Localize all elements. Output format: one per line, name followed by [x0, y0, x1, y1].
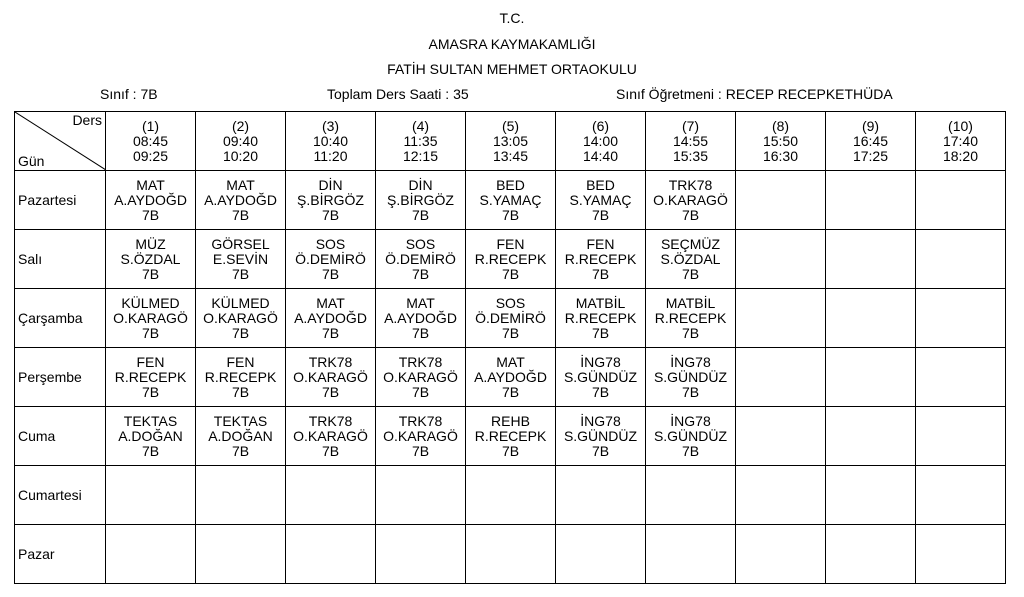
lesson-teacher: R.RECEPK: [654, 309, 727, 326]
lesson-teacher: S.GÜNDÜZ: [653, 427, 728, 444]
lesson-teacher: O.KARAGÖ: [203, 309, 278, 326]
lesson-cell: [556, 171, 646, 230]
lesson-teacher: R.RECEPK: [564, 250, 637, 267]
lesson-subject: FEN: [136, 353, 165, 370]
lesson-cell: [106, 348, 196, 407]
lesson-class: 7B: [411, 265, 430, 282]
day-row: [15, 230, 1006, 289]
lesson-class: 7B: [591, 442, 610, 459]
lesson-teacher: R.RECEPK: [474, 250, 547, 267]
lesson-teacher: A.AYDOĞD: [114, 191, 187, 208]
lesson-teacher: O.KARAGÖ: [113, 309, 188, 326]
lesson-class: 7B: [321, 383, 340, 400]
lesson-cell: [376, 230, 466, 289]
period-header-5: [466, 112, 556, 171]
lesson-class: 7B: [321, 324, 340, 341]
lesson-subject: İNG78: [580, 412, 621, 429]
lesson-cell: [556, 407, 646, 466]
lesson-cell: [286, 289, 376, 348]
day-name: Perşembe: [15, 348, 106, 407]
period-header-1: [106, 112, 196, 171]
empty-cell: [826, 171, 916, 230]
lesson-subject: KÜLMED: [211, 294, 270, 311]
period-end-time: 09:25: [132, 147, 169, 164]
lesson-cell: [376, 348, 466, 407]
period-number: (7): [681, 117, 700, 134]
empty-cell: [466, 525, 556, 584]
period-end-time: 10:20: [222, 147, 259, 164]
lesson-teacher: O.KARAGÖ: [293, 368, 368, 385]
lesson-cell: [466, 289, 556, 348]
lesson-cell: [106, 289, 196, 348]
lesson-subject: MAT: [406, 294, 435, 311]
lesson-subject: GÖRSEL: [211, 235, 270, 252]
period-start-time: 14:55: [672, 132, 709, 149]
lesson-cell: [466, 171, 556, 230]
lesson-subject: İNG78: [580, 353, 621, 370]
empty-cell: [556, 466, 646, 525]
day-row: [15, 289, 1006, 348]
period-end-time: 15:35: [672, 147, 709, 164]
empty-cell: [916, 171, 1006, 230]
lesson-class: 7B: [141, 265, 160, 282]
lesson-class: 7B: [141, 442, 160, 459]
day-name: Cumartesi: [15, 466, 106, 525]
lesson-teacher: A.AYDOĞD: [204, 191, 277, 208]
header-line-district: AMASRA KAYMAKAMLIĞI: [428, 36, 596, 52]
period-end-time: 11:20: [313, 147, 348, 164]
empty-cell: [286, 466, 376, 525]
period-start-time: 14:00: [582, 132, 619, 149]
lesson-class: 7B: [321, 265, 340, 282]
empty-cell: [826, 466, 916, 525]
period-number: (3): [321, 117, 340, 134]
period-header-2: [196, 112, 286, 171]
lesson-subject: REHB: [491, 412, 530, 429]
lesson-cell: [466, 407, 556, 466]
lesson-teacher: S.YAMAÇ: [479, 191, 542, 208]
lesson-teacher: O.KARAGÖ: [383, 427, 458, 444]
day-row: [15, 525, 1006, 584]
lesson-cell: [556, 289, 646, 348]
lesson-class: 7B: [141, 206, 160, 223]
lesson-teacher: A.AYDOĞD: [294, 309, 367, 326]
day-row: [15, 466, 1006, 525]
lesson-class: 7B: [501, 442, 520, 459]
period-header-8: [736, 112, 826, 171]
lesson-subject: MATBİL: [665, 294, 716, 311]
lesson-class: 7B: [141, 383, 160, 400]
empty-cell: [466, 466, 556, 525]
period-number: (5): [501, 117, 520, 134]
empty-cell: [736, 407, 826, 466]
lesson-cell: [286, 171, 376, 230]
lesson-cell: [466, 348, 556, 407]
period-start-time: 10:40: [312, 132, 349, 149]
lesson-teacher: R.RECEPK: [114, 368, 187, 385]
empty-cell: [376, 525, 466, 584]
period-number: (6): [591, 117, 610, 134]
lesson-subject: SOS: [495, 294, 526, 311]
header-line-tc: T.C.: [499, 10, 525, 26]
day-name: Çarşamba: [15, 289, 106, 348]
lesson-cell: [376, 289, 466, 348]
empty-cell: [826, 407, 916, 466]
period-start-time: 08:45: [132, 132, 169, 149]
lesson-subject: MATBİL: [575, 294, 626, 311]
period-header-4: [376, 112, 466, 171]
empty-cell: [826, 289, 916, 348]
lesson-subject: MAT: [136, 176, 165, 193]
empty-cell: [556, 525, 646, 584]
empty-cell: [286, 525, 376, 584]
lesson-cell: [646, 289, 736, 348]
timetable-body: [15, 112, 1006, 584]
lesson-subject: TRK78: [398, 353, 443, 370]
class-info: Sınıf : 7B: [100, 86, 158, 102]
total-hours-info: Toplam Ders Saati : 35: [327, 86, 469, 102]
lesson-subject: DİN: [408, 176, 433, 193]
empty-cell: [916, 348, 1006, 407]
lesson-class: 7B: [411, 442, 430, 459]
lesson-cell: [286, 230, 376, 289]
corner-cell: [15, 112, 106, 171]
lesson-cell: [106, 171, 196, 230]
lesson-class: 7B: [501, 206, 520, 223]
lesson-cell: [286, 407, 376, 466]
period-header-3: [286, 112, 376, 171]
empty-cell: [736, 230, 826, 289]
lesson-class: 7B: [231, 442, 250, 459]
total-hours-label: Toplam Ders Saati: [327, 86, 442, 102]
period-header-10: [916, 112, 1006, 171]
empty-cell: [916, 230, 1006, 289]
lesson-class: 7B: [141, 324, 160, 341]
lesson-subject: TEKTAS: [213, 412, 268, 429]
lesson-teacher: R.RECEPK: [474, 427, 547, 444]
lesson-cell: [106, 407, 196, 466]
lesson-cell: [196, 289, 286, 348]
class-label: Sınıf: [100, 86, 129, 102]
lesson-class: 7B: [501, 324, 520, 341]
empty-cell: [916, 466, 1006, 525]
lesson-teacher: E.SEVİN: [212, 250, 269, 267]
lesson-subject: TEKTAS: [123, 412, 178, 429]
lesson-class: 7B: [321, 442, 340, 459]
period-end-time: 16:30: [762, 147, 799, 164]
lesson-teacher: A.AYDOĞD: [474, 368, 547, 385]
lesson-cell: [376, 171, 466, 230]
lesson-subject: KÜLMED: [121, 294, 180, 311]
period-number: (9): [861, 117, 880, 134]
header-line-school: FATİH SULTAN MEHMET ORTAOKULU: [387, 61, 637, 77]
empty-cell: [736, 348, 826, 407]
lesson-class: 7B: [501, 383, 520, 400]
lesson-cell: [196, 171, 286, 230]
lesson-class: 7B: [681, 324, 700, 341]
lesson-subject: MAT: [226, 176, 255, 193]
empty-cell: [196, 466, 286, 525]
lesson-teacher: O.KARAGÖ: [293, 427, 368, 444]
empty-cell: [646, 466, 736, 525]
lesson-teacher: S.ÖZDAL: [660, 250, 721, 267]
lesson-teacher: A.DOĞAN: [208, 427, 273, 444]
period-header-row: [15, 112, 1006, 171]
lesson-teacher: S.ÖZDAL: [120, 250, 181, 267]
lesson-subject: İNG78: [670, 353, 711, 370]
lesson-cell: [646, 348, 736, 407]
teacher-value: RECEP RECEPKETHÜDA: [725, 86, 893, 102]
lesson-cell: [556, 230, 646, 289]
lesson-class: 7B: [231, 206, 250, 223]
lesson-subject: BED: [586, 176, 615, 193]
lesson-teacher: Ş.BİRGÖZ: [297, 191, 364, 208]
period-start-time: 13:05: [492, 132, 529, 149]
lesson-cell: [556, 348, 646, 407]
empty-cell: [736, 289, 826, 348]
day-row: [15, 348, 1006, 407]
period-start-time: 11:35: [403, 132, 438, 149]
empty-cell: [106, 525, 196, 584]
period-number: (1): [141, 117, 160, 134]
lesson-teacher: R.RECEPK: [564, 309, 637, 326]
period-end-time: 13:45: [492, 147, 529, 164]
lesson-teacher: Ö.DEMİRÖ: [385, 250, 456, 267]
lesson-cell: [646, 407, 736, 466]
lesson-teacher: A.AYDOĞD: [384, 309, 457, 326]
lesson-class: 7B: [681, 206, 700, 223]
lesson-subject: DİN: [318, 176, 343, 193]
lesson-subject: SOS: [405, 235, 436, 252]
lesson-teacher: Ö.DEMİRÖ: [295, 250, 366, 267]
lesson-subject: TRK78: [398, 412, 443, 429]
empty-cell: [646, 525, 736, 584]
lesson-subject: SEÇMÜZ: [660, 235, 721, 252]
lesson-teacher: O.KARAGÖ: [653, 191, 728, 208]
period-header-6: [556, 112, 646, 171]
lesson-class: 7B: [681, 442, 700, 459]
empty-cell: [736, 171, 826, 230]
day-row: [15, 407, 1006, 466]
lesson-subject: BED: [496, 176, 525, 193]
lesson-class: 7B: [321, 206, 340, 223]
lesson-class: 7B: [591, 383, 610, 400]
empty-cell: [826, 348, 916, 407]
teacher-info: Sınıf Öğretmeni : RECEP RECEPKETHÜDA: [616, 86, 893, 102]
empty-cell: [736, 466, 826, 525]
lesson-subject: MÜZ: [135, 235, 166, 252]
lesson-subject: TRK78: [668, 176, 713, 193]
lesson-class: 7B: [681, 383, 700, 400]
lesson-teacher: A.DOĞAN: [118, 427, 183, 444]
day-name: Pazartesi: [15, 171, 106, 230]
lesson-class: 7B: [411, 383, 430, 400]
period-start-time: 15:50: [762, 132, 799, 149]
lesson-cell: [646, 230, 736, 289]
lesson-subject: FEN: [496, 235, 525, 252]
lesson-teacher: Ö.DEMİRÖ: [475, 309, 546, 326]
period-number: (2): [231, 117, 250, 134]
lesson-subject: FEN: [586, 235, 615, 252]
lesson-cell: [646, 171, 736, 230]
period-end-time: 18:20: [942, 147, 979, 164]
period-end-time: 17:25: [852, 147, 889, 164]
lesson-subject: FEN: [226, 353, 255, 370]
empty-cell: [916, 407, 1006, 466]
lesson-teacher: S.GÜNDÜZ: [563, 427, 638, 444]
corner-label-gun: Gün: [18, 153, 45, 169]
period-start-time: 16:45: [852, 132, 889, 149]
lesson-class: 7B: [681, 265, 700, 282]
lesson-cell: [196, 407, 286, 466]
lesson-teacher: S.GÜNDÜZ: [563, 368, 638, 385]
lesson-subject: İNG78: [670, 412, 711, 429]
period-start-time: 09:40: [222, 132, 259, 149]
empty-cell: [826, 230, 916, 289]
lesson-class: 7B: [231, 265, 250, 282]
period-header-9: [826, 112, 916, 171]
lesson-class: 7B: [591, 206, 610, 223]
lesson-cell: [196, 348, 286, 407]
empty-cell: [196, 525, 286, 584]
empty-cell: [376, 466, 466, 525]
lesson-cell: [466, 230, 556, 289]
lesson-subject: TRK78: [308, 412, 353, 429]
lesson-cell: [106, 230, 196, 289]
period-number: (8): [771, 117, 790, 134]
lesson-cell: [376, 407, 466, 466]
lesson-teacher: S.YAMAÇ: [569, 191, 632, 208]
period-header-7: [646, 112, 736, 171]
lesson-cell: [196, 230, 286, 289]
lesson-class: 7B: [591, 324, 610, 341]
day-name: Cuma: [15, 407, 106, 466]
teacher-label: Sınıf Öğretmeni: [616, 86, 715, 102]
period-end-time: 12:15: [402, 147, 439, 164]
lesson-class: 7B: [411, 324, 430, 341]
lesson-subject: MAT: [496, 353, 525, 370]
empty-cell: [106, 466, 196, 525]
timetable: [14, 111, 1006, 584]
lesson-teacher: R.RECEPK: [204, 368, 277, 385]
empty-cell: [916, 525, 1006, 584]
lesson-cell: [286, 348, 376, 407]
lesson-class: 7B: [231, 324, 250, 341]
lesson-teacher: O.KARAGÖ: [383, 368, 458, 385]
lesson-class: 7B: [501, 265, 520, 282]
total-hours-value: 35: [453, 86, 469, 102]
lesson-class: 7B: [591, 265, 610, 282]
day-name: Pazar: [15, 525, 106, 584]
empty-cell: [736, 525, 826, 584]
corner-label-ders: Ders: [72, 112, 102, 128]
lesson-subject: TRK78: [308, 353, 353, 370]
lesson-class: 7B: [411, 206, 430, 223]
empty-cell: [826, 525, 916, 584]
lesson-teacher: S.GÜNDÜZ: [653, 368, 728, 385]
lesson-teacher: Ş.BİRGÖZ: [387, 191, 454, 208]
period-start-time: 17:40: [942, 132, 979, 149]
lesson-subject: MAT: [316, 294, 345, 311]
period-number: (10): [948, 117, 973, 134]
period-number: (4): [411, 117, 430, 134]
day-row: [15, 171, 1006, 230]
period-end-time: 14:40: [582, 147, 619, 164]
empty-cell: [916, 289, 1006, 348]
lesson-class: 7B: [231, 383, 250, 400]
class-value: 7B: [140, 86, 158, 102]
lesson-subject: SOS: [315, 235, 346, 252]
day-name: Salı: [15, 230, 106, 289]
